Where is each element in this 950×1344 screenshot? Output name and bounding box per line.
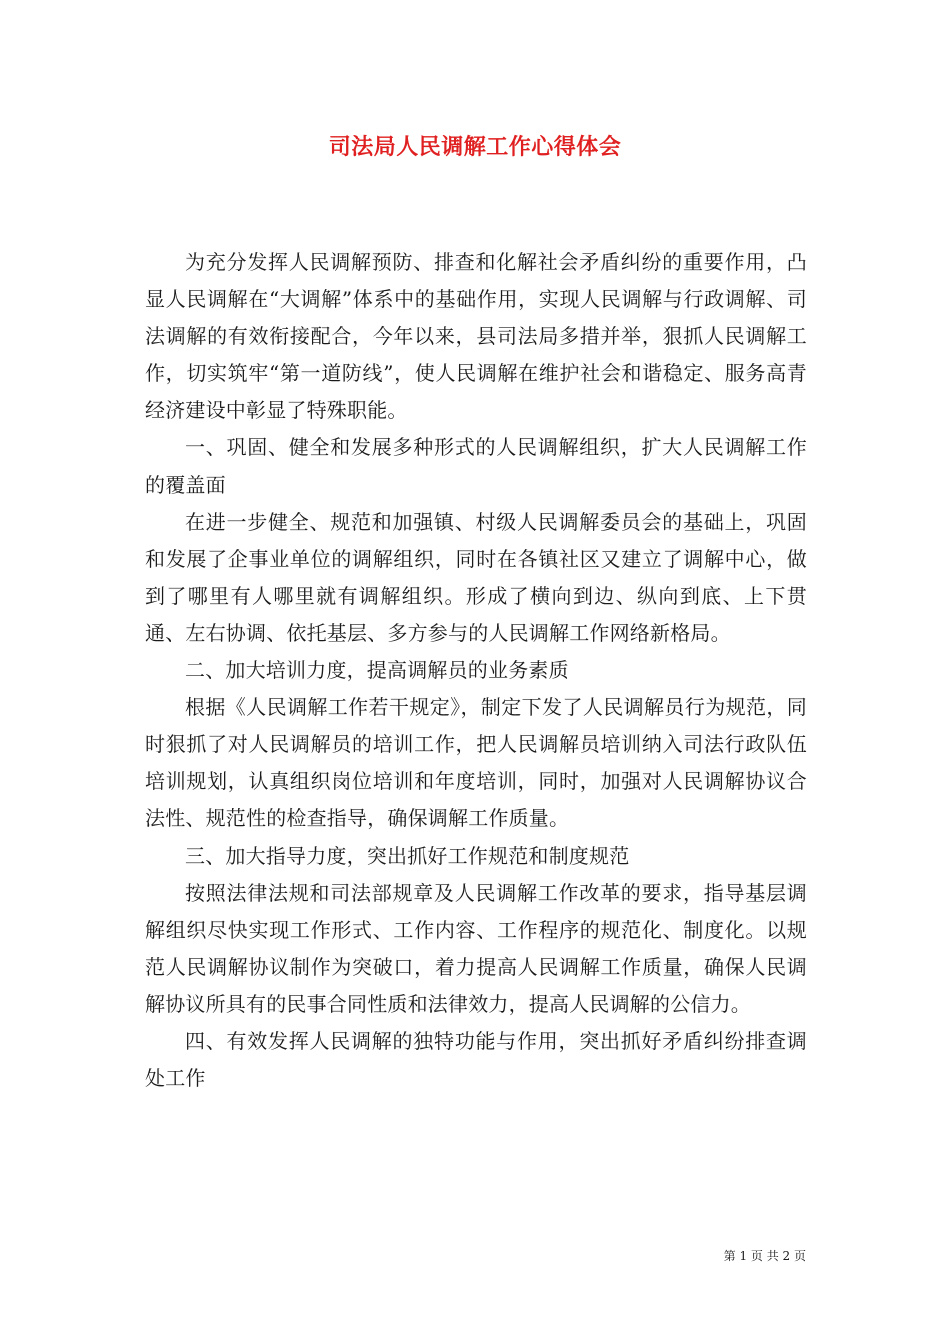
document-body [145, 244, 807, 1097]
section-1-heading: 一、巩固、健全和发展多种形式的人民调解组织，扩大人民调解工作的覆盖面 [145, 435, 807, 497]
section-1-paragraph: 在进一步健全、规范和加强镇、村级人民调解委员会的基础上，巩固和发展了企事业单位的调解组织，同时在各镇社区又建立了调解中心，做到了哪里有人哪里就有调解组织。形成了横向到边、纵向到底、上下贯通、左右协调、依托基层、多方参与的人民调解工作网络新格局。 [145, 509, 807, 645]
document-title: 司法局人民调解工作心得体会 [328, 134, 622, 160]
intro-paragraph: 为充分发挥人民调解预防、排查和化解社会矛盾纠纷的重要作用，凸显人民调解在“大调解”体系中的基础作用，实现人民调解与行政调解、司法调解的有效衔接配合，今年以来，县司法局多措并举，狠抓人民调解工作，切实筑牢“第一道防线”，使人民调解在维护社会和谐稳定、服务高青经济建设中彰显了特殊职能。 [145, 250, 807, 423]
page-number-footer: 第 1 页 共 2 页 [723, 1249, 806, 1263]
section-4-heading: 四、有效发挥人民调解的独特功能与作用，突出抓好矛盾纠纷排查调处工作 [145, 1028, 807, 1091]
section-3-heading: 三、加大指导力度，突出抓好工作规范和制度规范 [185, 843, 630, 868]
section-2-paragraph: 根据《人民调解工作若干规定》，制定下发了人民调解员行为规范，同时狠抓了对人民调解员的培训工作，把人民调解员培训纳入司法行政队伍培训规划，认真组织岗位培训和年度培训，同时，加强对人民调解协议合法性、规范性的检查指导，确保调解工作质量。 [145, 695, 807, 831]
section-2-heading: 二、加大培训力度，提高调解员的业务素质 [185, 658, 569, 683]
section-3-paragraph: 按照法律法规和司法部规章及人民调解工作改革的要求，指导基层调解组织尽快实现工作形式、工作内容、工作程序的规范化、制度化。以规范人民调解协议制作为突破口，着力提高人民调解工作质量，确保人民调解协议所具有的民事合同性质和法律效力，提高人民调解的公信力。 [145, 880, 807, 1016]
